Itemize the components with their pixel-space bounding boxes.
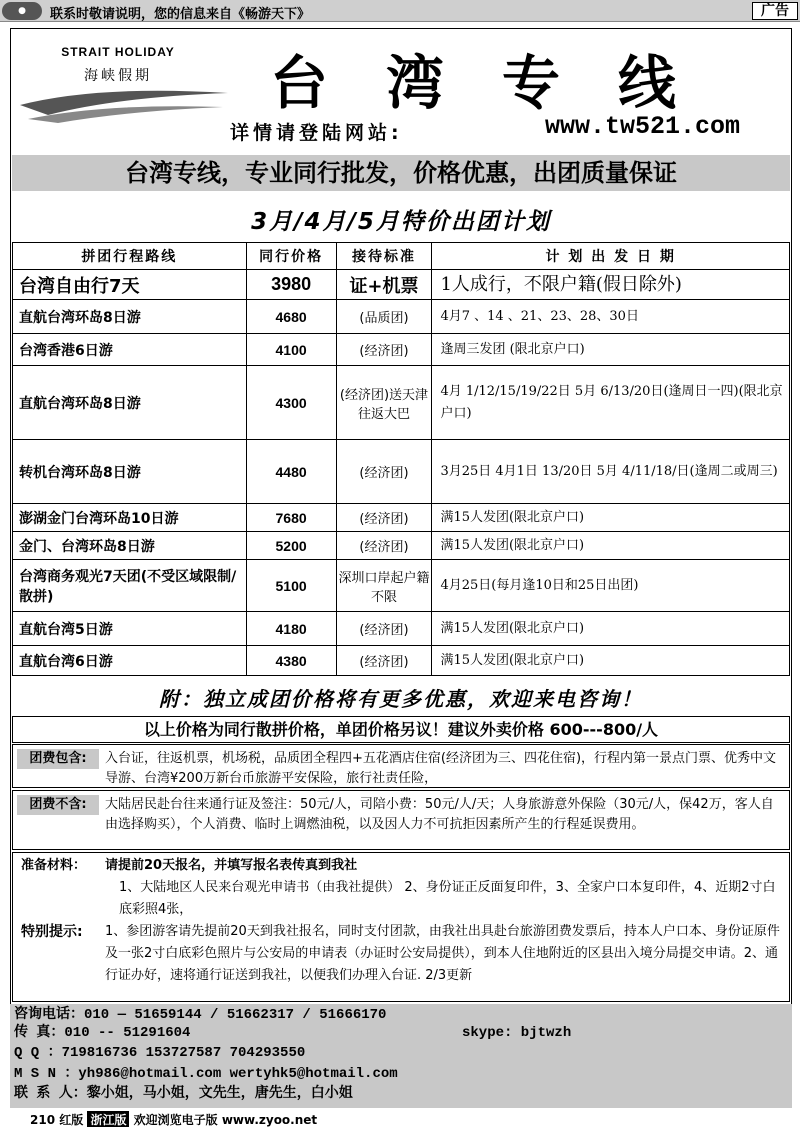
materials-line2: 1、大陆地区人民来台观光申请书（由我社提供） 2、身份证正反面复印件，3、全家户口本复印件，4、近期2寸白底彩照4张， [119, 880, 776, 917]
tips-text: 1、参团游客请先提前20天到我社报名，同时支付团款，由我社出具赴台旅游团费发票后，持本人户口本、身份证原件及一张2寸白底彩色照片与公安局的申请表（办证时公安局提供），到本人住地附近的区县出入境分局提交申请。2、通行证办好，速将通行证送到我社，以便我们办理入台证. 2/3更新 [105, 924, 780, 983]
dates-cell: 满15人发团(限北京户口) [432, 504, 790, 532]
price-cell: 4100 [246, 334, 336, 366]
brand-name-en: STRAIT HOLIDAY [61, 45, 175, 59]
price-cell: 3980 [246, 270, 336, 300]
page-footer [30, 1111, 317, 1127]
table-row [13, 440, 790, 504]
table-row [13, 646, 790, 676]
excluded-section [12, 790, 790, 850]
contact-block [10, 1004, 792, 1108]
table-row [13, 300, 790, 334]
standard-cell: (经济团) [336, 504, 432, 532]
tour-table [12, 242, 790, 676]
dates-cell: 满15人发团(限北京户口) [432, 532, 790, 560]
table-row [13, 504, 790, 532]
route-cell: 台湾自由行7天 [13, 270, 247, 300]
brand-logo [18, 45, 233, 125]
header-dates: 计 划 出 发 日 期 [432, 243, 790, 270]
price-cell: 4380 [246, 646, 336, 676]
requirements-section [12, 852, 790, 1002]
included-section [12, 744, 790, 788]
route-cell: 金门、台湾环岛8日游 [13, 532, 247, 560]
price-cell: 5200 [246, 532, 336, 560]
source-notice: 联系时敬请说明，您的信息来自《畅游天下》 [50, 7, 311, 22]
header-route: 拼团行程路线 [13, 243, 247, 270]
route-cell: 直航台湾5日游 [13, 612, 247, 646]
standard-cell: (经济团)送天津往返大巴 [336, 366, 432, 440]
contact-phone: 咨询电话：010 — 51659144 / 51662317 / 51666170 [14, 1007, 387, 1023]
plan-title: 3月/4月/5月特价出团计划 [251, 209, 551, 235]
standard-cell: (经济团) [336, 334, 432, 366]
edition-label: 红版 [59, 1113, 84, 1127]
contact-fax: 传 真：010 -- 51291604 [14, 1025, 191, 1041]
dates-cell: 逢周三发团 (限北京户口) [432, 334, 790, 366]
route-cell: 澎湖金门台湾环岛10日游 [13, 504, 247, 532]
contact-skype: skype: bjtwzh [462, 1025, 572, 1041]
tips-label: 特别提示: [21, 924, 83, 940]
standard-cell: 深圳口岸起户籍不限 [336, 560, 432, 612]
route-cell: 台湾香港6日游 [13, 334, 247, 366]
price-cell: 4300 [246, 366, 336, 440]
brand-name-cn: 海峡假期 [84, 68, 152, 84]
footer-text: 欢迎浏览电子版 www.zyoo.net [133, 1113, 318, 1127]
table-header-row [13, 243, 790, 270]
table-row [13, 270, 790, 300]
price-cell: 4480 [246, 440, 336, 504]
route-cell: 台湾商务观光7天团(不受区域限制/散拼) [13, 560, 247, 612]
dates-cell: 1人成行，不限户籍(假日除外) [432, 270, 790, 300]
route-cell: 直航台湾环岛8日游 [13, 366, 247, 440]
site-url-link[interactable]: www.tw521.com [545, 112, 741, 141]
contact-persons: 联 系 人：黎小姐，马小姐，文先生，唐先生，白小姐 [14, 1086, 353, 1102]
excluded-text: 大陆居民赴台往来通行证及签注：50元/人，司陪小费：50元/人/天；人身旅游意外保险（30元/人，保42万，客人自由选择购买），个人消费、临时上调燃油税，以及因人力不可抗拒因素所产生的行程延误费用。 [105, 797, 774, 832]
standard-cell: (经济团) [336, 612, 432, 646]
standard-cell: 证+机票 [336, 270, 432, 300]
included-label: 团费包含: [17, 749, 99, 769]
materials-label: 准备材料： [21, 858, 87, 873]
magazine-logo-icon: ● [2, 2, 42, 20]
top-bar [0, 0, 800, 22]
dates-cell: 4月7 、14 、21、23、28、30日 [432, 300, 790, 334]
standard-cell: (经济团) [336, 646, 432, 676]
table-row [13, 334, 790, 366]
dates-cell: 4月 1/12/15/19/22日 5月 6/13/20日(逢周日一四)(限北京户口) [432, 366, 790, 440]
wave-logo-icon [18, 75, 233, 125]
included-text: 入台证，往返机票，机场税，品质团全程四+五花酒店住宿(经济团为三、四花住宿)，行程内第一景点门票、优秀中文导游、台湾¥200万新台币旅游平安保险，旅行社责任险， [105, 751, 777, 786]
ad-tag: 广告 [752, 2, 798, 20]
header-standard: 接待标准 [336, 243, 432, 270]
standard-cell: (经济团) [336, 532, 432, 560]
route-cell: 直航台湾6日游 [13, 646, 247, 676]
header-price: 同行价格 [246, 243, 336, 270]
price-cell: 4680 [246, 300, 336, 334]
dates-cell: 4月25日(每月逢10日和25日出团) [432, 560, 790, 612]
route-cell: 直航台湾环岛8日游 [13, 300, 247, 334]
dates-cell: 满15人发团(限北京户口) [432, 646, 790, 676]
excluded-label: 团费不含: [17, 795, 99, 815]
slogan-banner: 台湾专线，专业同行批发，价格优惠，出团质量保证 [12, 155, 790, 191]
table-row [13, 532, 790, 560]
page-title: 台湾专线 [270, 49, 735, 117]
route-cell: 转机台湾环岛8日游 [13, 440, 247, 504]
table-row [13, 560, 790, 612]
table-row [13, 366, 790, 440]
standard-cell: (经济团) [336, 440, 432, 504]
materials-line1: 请提前20天报名，并填写报名表传真到我社 [105, 858, 358, 873]
table-row [13, 612, 790, 646]
standard-cell: (品质团) [336, 300, 432, 334]
contact-msn: M S N ：yh986@hotmail.com wertyhk5@hotmail.com [14, 1066, 398, 1082]
price-note: 以上价格为同行散拼价格，单团价格另议！建议外卖价格 600---800/人 [12, 716, 790, 743]
site-label: 详情请登陆网站: [230, 122, 403, 144]
price-cell: 4180 [246, 612, 336, 646]
price-cell: 5100 [246, 560, 336, 612]
page-number: 210 [30, 1113, 56, 1127]
dates-cell: 3月25日 4月1日 13/20日 5月 4/11/18/日(逢周二或周三) [432, 440, 790, 504]
group-discount-note: 附：独立成团价格将有更多优惠，欢迎来电咨询！ [159, 687, 643, 711]
dates-cell: 满15人发团(限北京户口) [432, 612, 790, 646]
contact-qq: Q Q ：719816736 153727587 704293550 [14, 1045, 306, 1061]
price-cell: 7680 [246, 504, 336, 532]
region-tag: 浙江版 [87, 1111, 129, 1127]
